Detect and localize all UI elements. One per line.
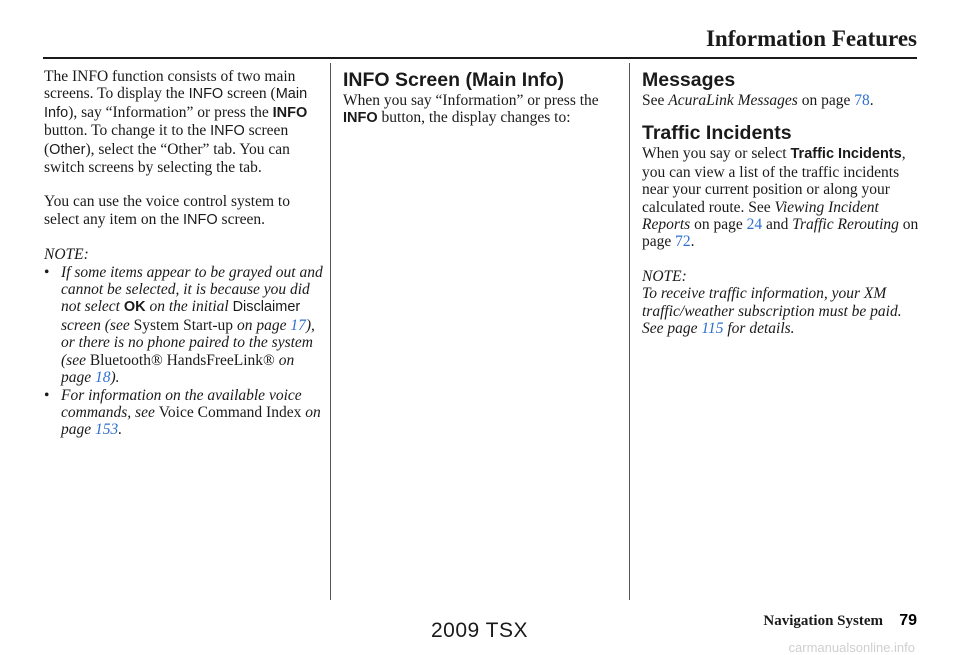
traffic-note: To receive traffic information, your XM traffic/weather subscription must be paid. See page 115 for details. [642,285,902,338]
ui-term-main-info: Main Info [44,86,308,121]
xref-system-startup: System Start-up [133,316,234,334]
bullet: • [44,386,50,404]
page-header-title: Information Features [705,26,917,51]
note-list [44,264,324,439]
ui-term-info: INFO [183,211,218,228]
ui-term-info: INFO [210,123,245,140]
section-heading-info-screen: INFO Screen (Main Info) [343,69,565,91]
column-right [642,68,922,337]
info-button-label: INFO [272,104,308,121]
ui-term-ok: OK [123,299,146,316]
page-number: 79 [899,612,917,629]
page-link-24[interactable]: 24 [746,216,763,234]
voice-control-paragraph: You can use the voice control system to select any item on the INFO screen. [44,193,290,228]
messages-paragraph: See AcuraLink Messages on page 78. [642,92,874,109]
ui-term-info: INFO [188,86,224,103]
xref-bluetooth-handsfreelink: Bluetooth® HandsFreeLink® [89,351,275,369]
page-link-72[interactable]: 72 [675,233,691,251]
page-link-115[interactable]: 115 [701,320,724,338]
column-middle [343,68,623,128]
watermark: carmanualsonline.info [788,640,915,655]
column-divider [629,63,630,600]
footer-model-label: 2009 TSX [431,619,529,642]
page-link-17[interactable]: 17 [290,316,306,334]
xref-voice-command-index: Voice Command Index [158,403,302,421]
page-link-153[interactable]: 153 [95,421,119,439]
xref-acuralink-messages: AcuraLink Messages [668,92,798,109]
column-divider [330,63,331,600]
ui-term-traffic-incidents: Traffic Incidents [790,146,902,163]
footer-section-title: Navigation System [763,613,883,629]
xref-traffic-rerouting: Traffic Rerouting [792,216,899,234]
page-link-78[interactable]: 78 [854,92,870,109]
note-label: NOTE: [44,246,89,264]
section-heading-messages: Messages [642,69,736,91]
header-rule [43,57,917,59]
traffic-incidents-paragraph: When you say or select Traffic Incidents, you can view a list of the traffic incidents near your current position or along your calculated route. See Viewing Incident Reports on page 24 and Traffic Rerouting on page 72. [642,145,919,251]
info-button-label: INFO [343,110,378,127]
page-link-18[interactable]: 18 [95,369,111,387]
ui-term-other: Other [49,141,86,158]
ui-term-disclaimer: Disclaimer [232,299,301,316]
note-item: • For information on the available voice commands, see Voice Command Index on page 153. [44,386,321,439]
xref-viewing-incident-reports: Viewing Incident Reports [642,198,879,234]
section-heading-traffic-incidents: Traffic Incidents [642,122,792,145]
bullet: • [44,263,50,281]
column-left [44,68,324,439]
note-item: • If some items appear to be grayed out and cannot be selected, it is because you did not select OK on the initial Disclaimer screen (see System Start-up on page 17), or there is no phone paired to the system (see Bluetooth® HandsFreeLink® on page 18). [44,263,323,387]
intro-paragraph: The INFO function consists of two main screens. To display the INFO screen (Main Info), say “Information” or press the INFO button. To change it to the INFO screen (Other), select the “Other” tab. You can switch screens by selecting the tab. [44,68,308,177]
info-screen-paragraph: When you say “Information” or press the INFO button, the display changes to: [343,92,599,127]
note-label: NOTE: [642,267,687,285]
